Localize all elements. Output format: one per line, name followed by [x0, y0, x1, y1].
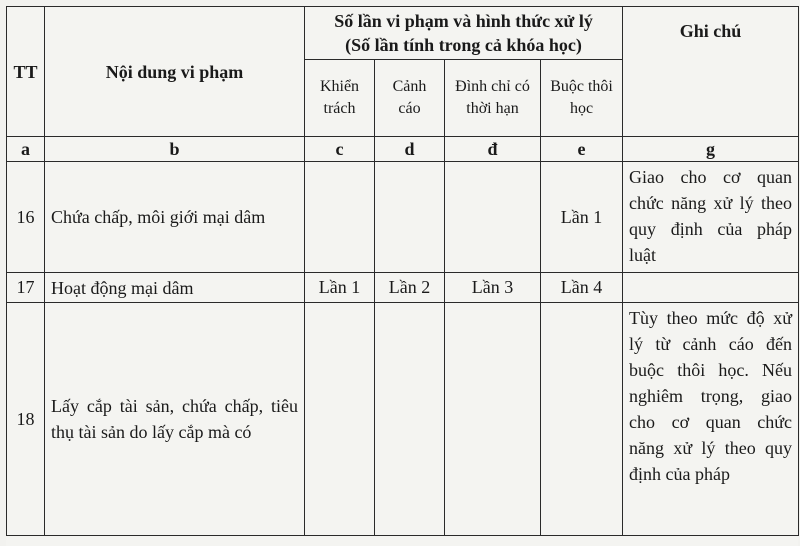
row-count-d: Lần 2: [375, 273, 445, 303]
header-note: Ghi chú: [623, 7, 799, 137]
header-tt: TT: [7, 7, 45, 137]
regulation-table-page: [6, 6, 798, 546]
table-row: [7, 162, 799, 273]
row-count-dd: Lần 3: [445, 273, 541, 303]
header-form-suspension: Đình chỉ có thời hạn: [445, 60, 541, 137]
letter-g: g: [623, 137, 799, 162]
row-count-e: Lần 1: [541, 162, 623, 273]
row-content: Hoạt động mại dâm: [45, 273, 305, 303]
letter-dd: đ: [445, 137, 541, 162]
row-count-c: [305, 303, 375, 536]
row-note: Tùy theo mức độ xử lý từ cảnh cáo đến buộc thôi học. Nếu nghiêm trọng, giao cho cơ quan chức năng xử lý theo quy định của pháp: [623, 303, 799, 536]
header-form-expulsion: Buộc thôi học: [541, 60, 623, 137]
header-row-1: [7, 7, 799, 60]
row-tt: 16: [7, 162, 45, 273]
header-group-line2: (Số lần tính trong cả khóa học): [345, 35, 582, 55]
row-count-c: [305, 162, 375, 273]
row-count-d: [375, 303, 445, 536]
letter-c: c: [305, 137, 375, 162]
row-count-d: [375, 162, 445, 273]
row-note: [623, 273, 799, 303]
table-row: [7, 273, 799, 303]
header-group-line1: Số lần vi phạm và hình thức xử lý: [334, 11, 593, 31]
header-content: Nội dung vi phạm: [45, 7, 305, 137]
violation-table: [6, 6, 799, 536]
row-content: Lấy cắp tài sản, chứa chấp, tiêu thụ tài sản do lấy cắp mà có: [45, 303, 305, 536]
row-count-e: [541, 303, 623, 536]
row-count-e: Lần 4: [541, 273, 623, 303]
row-tt: 18: [7, 303, 45, 536]
letter-e: e: [541, 137, 623, 162]
letter-a: a: [7, 137, 45, 162]
letter-b: b: [45, 137, 305, 162]
table-row: [7, 303, 799, 536]
row-count-dd: [445, 303, 541, 536]
letter-d: d: [375, 137, 445, 162]
header-violation-group: [305, 7, 623, 60]
row-count-dd: [445, 162, 541, 273]
header-form-reprimand: Khiển trách: [305, 60, 375, 137]
header-form-warning: Cảnh cáo: [375, 60, 445, 137]
row-content: Chứa chấp, môi giới mại dâm: [45, 162, 305, 273]
letter-row: [7, 137, 799, 162]
row-count-c: Lần 1: [305, 273, 375, 303]
row-note: Giao cho cơ quan chức năng xử lý theo quy định của pháp luật: [623, 162, 799, 273]
row-tt: 17: [7, 273, 45, 303]
